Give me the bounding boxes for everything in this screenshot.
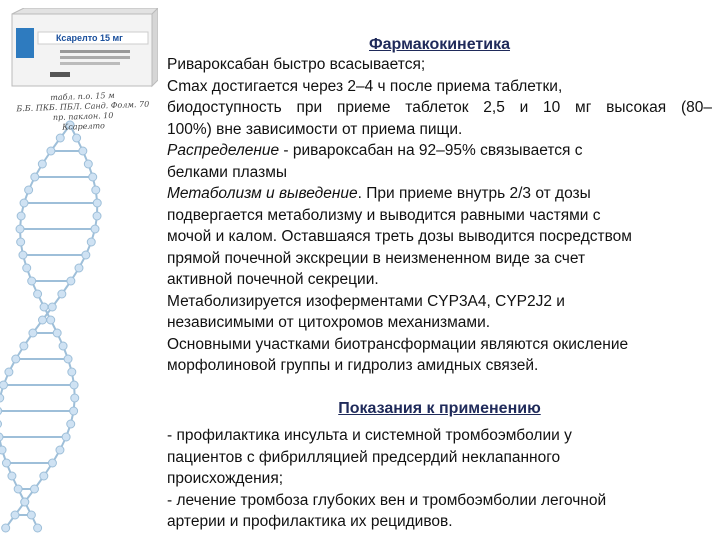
medicine-box-image [10, 8, 158, 90]
helix-node [87, 238, 95, 246]
line-text: подвергается метаболизму и выводится равными частями с [167, 206, 601, 224]
text-line [167, 97, 712, 119]
handwritten-note [3, 89, 162, 134]
line-text: мочой и калом. Оставшаяся треть дозы выводится посредством [167, 228, 632, 245]
italic-label: Метаболизм и выведение [167, 185, 358, 202]
helix-node [17, 238, 25, 246]
text-line [167, 248, 712, 270]
line-text: независимыми от цитохромов механизмами. [167, 314, 491, 331]
helix-node [34, 524, 42, 532]
text-line [167, 226, 712, 248]
helix-node [40, 472, 48, 480]
helix-node [0, 394, 4, 402]
helix-node [47, 147, 55, 155]
helix-node [59, 342, 67, 350]
helix-node [0, 407, 2, 415]
text-line [167, 355, 712, 377]
helix-node [53, 329, 61, 337]
helix-node [31, 173, 39, 181]
helix-node [91, 225, 99, 233]
line-text: биодоступность при приеме таблеток 2,5 и 10 мг высокая (80– [167, 99, 712, 116]
line-text: Cmax достигается через 2–4 ч после приема таблетки, [167, 77, 563, 95]
helix-node [84, 160, 92, 168]
helix-node [27, 511, 35, 519]
helix-node [14, 485, 22, 493]
text-line [167, 119, 712, 141]
line-text: Метаболизируется изоферментами CYP3A4, CYP2J2 и [167, 292, 565, 310]
text-line [167, 269, 712, 291]
helix-node [40, 303, 48, 311]
helix-node [25, 186, 33, 194]
helix-node [20, 199, 28, 207]
handwritten-line: Б.Б. ПКБ. ПБЛ. Санд. Фолм. 70 [16, 99, 150, 114]
helix-node [58, 290, 66, 298]
line-text: морфолиновой группы и гидролиз амидных связей. [167, 357, 539, 374]
helix-node [29, 329, 37, 337]
text-line [167, 312, 712, 334]
helix-node [34, 290, 42, 298]
helix-node [30, 485, 38, 493]
helix-node [23, 264, 31, 272]
helix-node [16, 225, 24, 233]
helix-node [73, 134, 81, 142]
helix-node [48, 459, 56, 467]
pharmacokinetics-text [167, 54, 712, 377]
helix-node [2, 524, 10, 532]
helix-node [82, 251, 90, 259]
helix-node [67, 277, 75, 285]
handwritten-line: Ксарелто [61, 121, 106, 132]
indication-line: артерии и профилактика их рецидивов. [167, 513, 453, 530]
line-text: активной почечной секреции. [167, 271, 379, 288]
section-title-pharmacokinetics: Фармакокинетика [369, 36, 510, 53]
helix-node [62, 433, 70, 441]
helix-node [89, 173, 97, 181]
indication-line: пациентов с фибрилляцией предсердий неклапанного [167, 448, 561, 466]
text-line [167, 76, 712, 98]
box-brand-text: Ксарелто 15 мг [56, 33, 123, 43]
line-text: . При приеме внутрь 2/3 от дозы [357, 185, 591, 202]
text-line [167, 205, 712, 227]
helix-node [21, 498, 29, 506]
line-text: - ривароксабан на 92–95% связывается с [279, 142, 583, 159]
helix-node [68, 368, 76, 376]
helix-node [93, 212, 101, 220]
text-line [167, 183, 712, 205]
helix-node [8, 472, 16, 480]
line-text: 100%) вне зависимости от приема пищи. [167, 120, 463, 138]
helix-node [47, 316, 55, 324]
line-text: Ривароксабан быстро всасывается; [167, 56, 426, 73]
text-line [167, 334, 712, 356]
helix-node [67, 420, 75, 428]
helix-node [0, 433, 3, 441]
text-line [167, 54, 712, 76]
helix-node [28, 277, 36, 285]
helix-node [70, 381, 78, 389]
indication-line: - профилактика инсульта и системной тромбоэмболии у [167, 427, 572, 444]
helix-node [19, 251, 27, 259]
helix-node [79, 147, 87, 155]
helix-node [56, 134, 64, 142]
helix-node [38, 160, 46, 168]
line-text: белками плазмы [167, 163, 288, 181]
line-text: прямой почечной экскреции в неизмененном виде за счет [167, 249, 586, 267]
text-line [167, 291, 712, 313]
helix-node [70, 407, 78, 415]
helix-node [17, 212, 25, 220]
line-text: Основными участками биотрансформации являются окисление [167, 335, 629, 353]
handwritten-line: пр. паклон. 10 [52, 110, 114, 123]
italic-label: Распределение [167, 142, 280, 159]
helix-node [0, 446, 6, 454]
helix-node [11, 511, 19, 519]
helix-node [0, 420, 2, 428]
text-line [167, 162, 712, 184]
helix-node [92, 186, 100, 194]
helix-node [2, 459, 10, 467]
helix-node [93, 199, 101, 207]
handwritten-line: табл. п.о. 15 м [50, 90, 115, 103]
text-line [167, 140, 712, 162]
helix-node [56, 446, 64, 454]
helix-node [38, 316, 46, 324]
helix-node [71, 394, 79, 402]
indications-text [167, 425, 712, 533]
decorative-panel [0, 0, 165, 540]
indication-line: - лечение тромбоза глубоких вен и тромбоэмболии легочной [167, 491, 607, 509]
helix-node [5, 368, 13, 376]
helix-node [48, 303, 56, 311]
section-title-indications: Показания к применению [338, 400, 541, 417]
helix-node [75, 264, 83, 272]
helix-node [0, 381, 7, 389]
indication-line: происхождения; [167, 470, 284, 487]
helix-node [20, 342, 28, 350]
helix-node [64, 355, 72, 363]
helix-node [12, 355, 20, 363]
